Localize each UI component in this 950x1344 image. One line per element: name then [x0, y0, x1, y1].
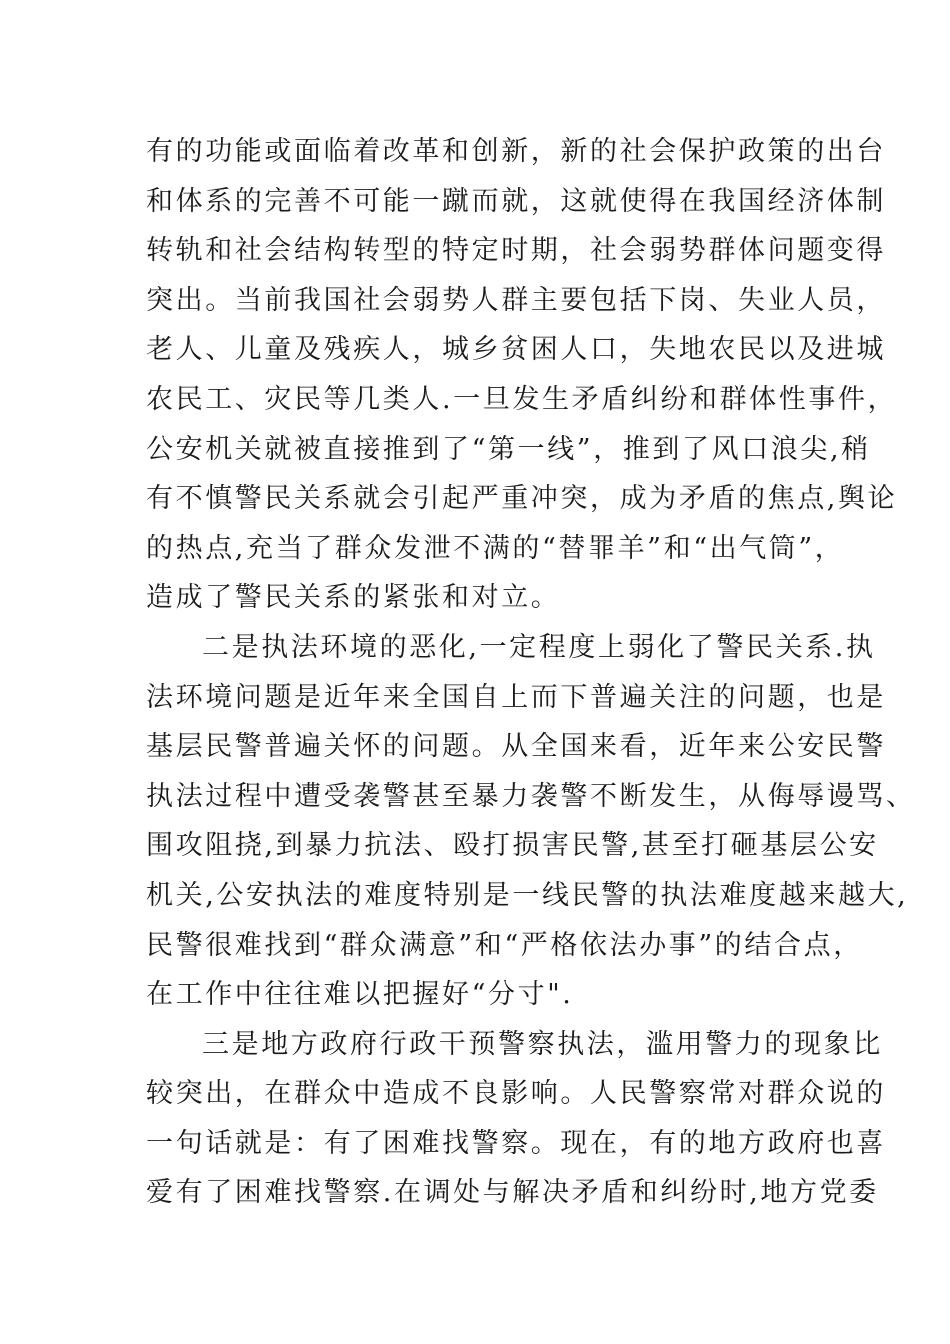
text-line: 机关,公安执法的难度特别是一线民警的执法难度越来越大,: [146, 879, 909, 911]
text-line: 较突出，在群众中造成不良影响。人民警察常对群众说的: [146, 1078, 886, 1110]
text-line: 围攻阻挠,到暴力抗法、殴打损害民警,甚至打砸基层公安: [146, 830, 879, 862]
paragraph-start-line: 三是地方政府行政干预警察执法，滥用警力的现象比: [202, 1028, 883, 1060]
text-line: 突出。当前我国社会弱势人群主要包括下岗、失业人员，: [146, 284, 886, 316]
document-body: [146, 127, 916, 1218]
text-line: 有的功能或面临着改革和创新，新的社会保护政策的出台: [146, 136, 886, 167]
text-line: 法环境问题是近年来全国自上而下普遍关注的问题，也是: [146, 681, 886, 713]
text-line: 造成了警民关系的紧张和对立。: [146, 582, 561, 614]
text-line: 农民工、灾民等几类人.一旦发生矛盾纠纷和群体性事件，: [146, 383, 898, 415]
text-line: 基层民警普遍关怀的问题。从全国来看，近年来公安民警: [146, 731, 886, 763]
text-line: 爱有了困难找警察.在调处与解决矛盾和纠纷时,地方党委: [146, 1177, 879, 1209]
text-line: 民警很难找到“群众满意”和“严格依法办事”的结合点，: [146, 929, 863, 961]
text-line: 一句话就是：有了困难找警察。现在，有的地方政府也喜: [146, 1127, 886, 1159]
text-line: 的热点,充当了群众发泄不满的“替罪羊”和“出气筒”，: [146, 532, 845, 564]
text-line: 有不慎警民关系就会引起严重冲突，成为矛盾的焦点,舆论: [146, 483, 898, 515]
paragraph-start-line: 二是执法环境的恶化,一定程度上弱化了警民关系.执: [202, 631, 876, 663]
text-line: 老人、儿童及残疾人，城乡贫困人口，失地农民以及进城: [146, 334, 886, 366]
text-line: 执法过程中遭受袭警甚至暴力袭警不断发生，从侮辱谩骂、: [146, 780, 916, 812]
text-line: 和体系的完善不可能一蹴而就，这就使得在我国经济体制: [146, 185, 886, 217]
text-line: 在工作中往往难以把握好“分寸".: [146, 979, 574, 1011]
text-line: 转轨和社会结构转型的特定时期，社会弱势群体问题变得: [146, 235, 886, 267]
text-line: 公安机关就被直接推到了“第一线”，推到了风口浪尖,稍: [146, 433, 871, 465]
